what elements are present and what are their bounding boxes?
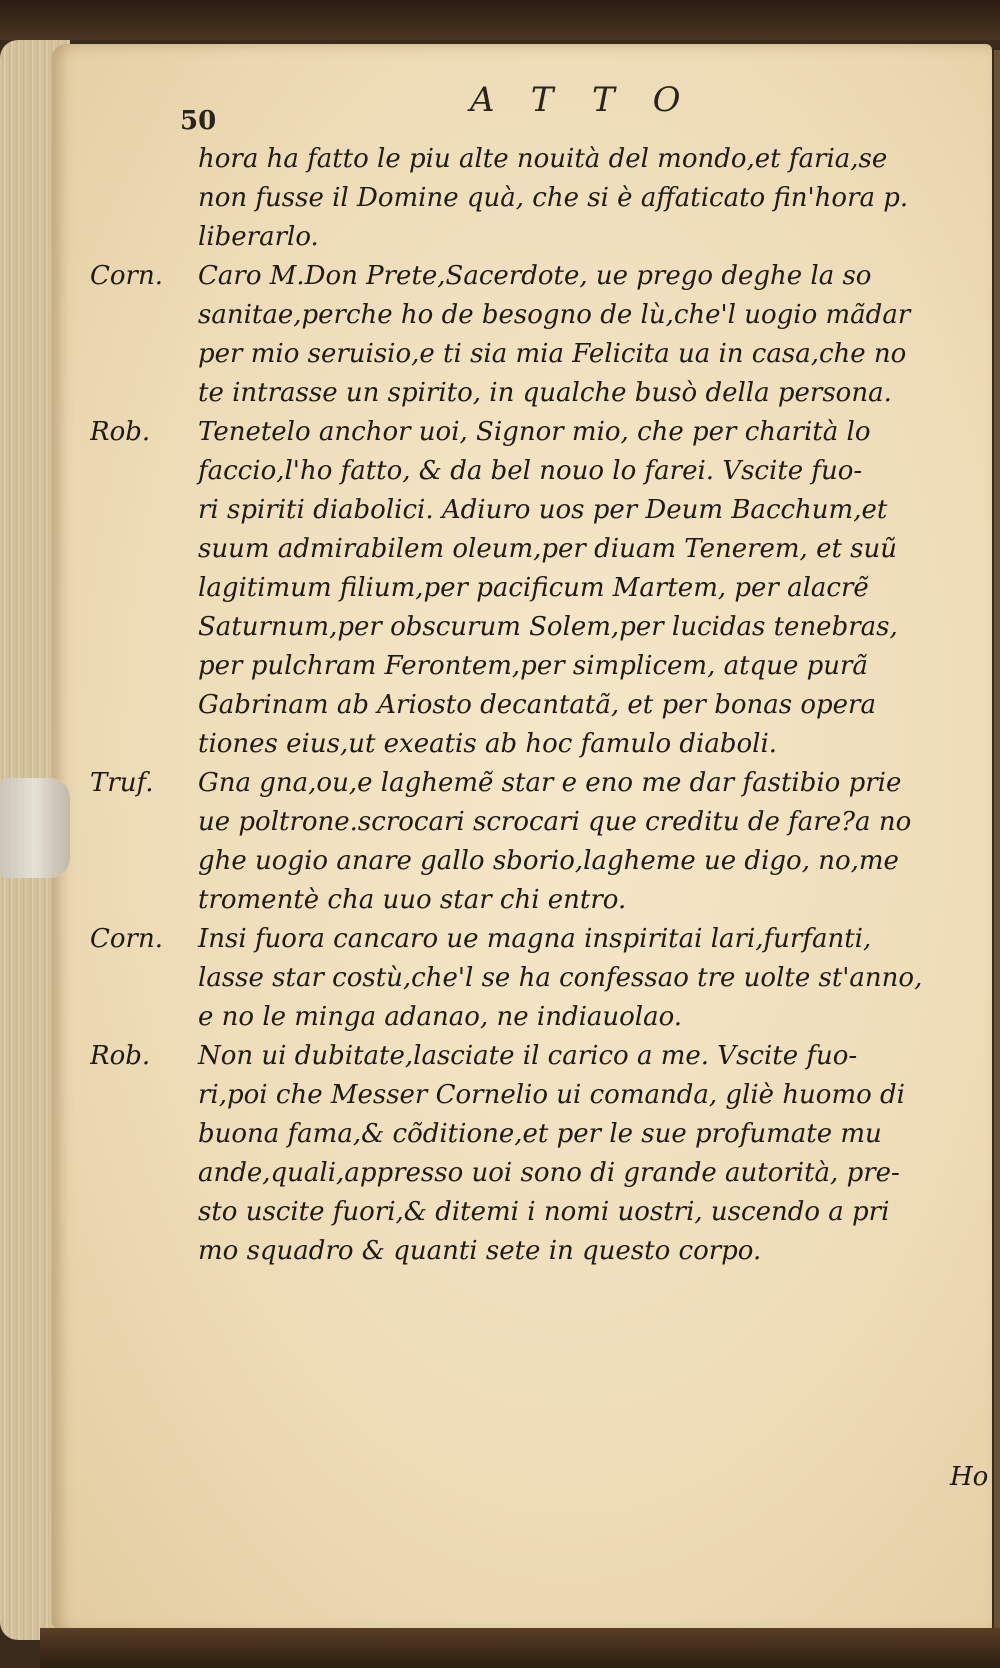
line-text: non fusse il Domine quà, che si è affaticato fin'hora p. (198, 183, 909, 213)
text-line (90, 218, 990, 257)
text-line (90, 530, 990, 569)
text-line (90, 1232, 990, 1271)
line-text: mo squadro & quanti sete in questo corpo. (198, 1236, 762, 1266)
next-page-edge (994, 50, 1000, 1630)
text-line (90, 842, 990, 881)
line-text: liberarlo. (198, 222, 319, 252)
text-line (90, 920, 990, 959)
text-line (90, 569, 990, 608)
text-line (90, 1115, 990, 1154)
text-line (90, 296, 990, 335)
speaker-label: Rob. (90, 417, 151, 447)
text-line (90, 959, 990, 998)
text-line (90, 179, 990, 218)
text-line (90, 335, 990, 374)
line-text: ri spiriti diabolici. Adiuro uos per Deum Bacchum,et (198, 495, 888, 525)
text-line (90, 140, 990, 179)
line-text: e no le minga adanao, ne indiauolao. (198, 1002, 683, 1032)
text-line (90, 686, 990, 725)
line-text: faccio,l'ho fatto, & da bel nouo lo farei. Vscite fuo- (198, 456, 863, 486)
text-line (90, 257, 990, 296)
text-line (90, 803, 990, 842)
text-block (90, 140, 990, 1271)
line-text: sanitae,perche ho de besogno de lù,che'l uogio mãdar (198, 300, 911, 330)
running-title: ATTO (470, 80, 719, 120)
line-text: Tenetelo anchor uoi, Signor mio, che per charità lo (198, 417, 871, 447)
text-line (90, 374, 990, 413)
speaker-label: Truf. (90, 768, 154, 798)
text-line (90, 608, 990, 647)
text-line (90, 998, 990, 1037)
line-text: sto uscite fuori,& ditemi i nomi uostri, uscendo a pri (198, 1197, 890, 1227)
book-bottom-edge (40, 1628, 1000, 1668)
line-text: Saturnum,per obscurum Solem,per lucidas tenebras, (198, 612, 898, 642)
line-text: ande,quali,appresso uoi sono di grande autorità, pre- (198, 1158, 900, 1188)
text-line (90, 647, 990, 686)
line-text: hora ha fatto le piu alte nouità del mondo,et faria,se (198, 144, 888, 174)
page-number: 50 (180, 106, 217, 136)
book-cover-top (0, 0, 1000, 40)
page-clip (0, 778, 70, 878)
text-line (90, 725, 990, 764)
page-header (180, 80, 900, 136)
text-line (90, 1037, 990, 1076)
text-line (90, 1154, 990, 1193)
line-text: Non ui dubitate,lasciate il carico a me. Vscite fuo- (198, 1041, 858, 1071)
line-text: per mio seruisio,e ti sia mia Felicita ua in casa,che no (198, 339, 907, 369)
text-line (90, 881, 990, 920)
text-line (90, 1076, 990, 1115)
line-text: ghe uogio anare gallo sborio,lagheme ue digo, no,me (198, 846, 899, 876)
line-text: suum admirabilem oleum,per diuam Tenerem, et suũ (198, 534, 898, 564)
speaker-label: Rob. (90, 1041, 151, 1071)
text-line (90, 764, 990, 803)
text-line (90, 452, 990, 491)
line-text: Gna gna,ou,e laghemẽ star e eno me dar fastibio prie (198, 768, 902, 798)
line-text: ue poltrone.scrocari scrocari que creditu de fare?a no (198, 807, 912, 837)
line-text: lasse star costù,che'l se ha confessao tre uolte st'anno, (198, 963, 923, 993)
text-line (90, 1193, 990, 1232)
line-text: ri,poi che Messer Cornelio ui comanda, gliè huomo di (198, 1080, 905, 1110)
line-text: Gabrinam ab Ariosto decantatã, et per bonas opera (198, 690, 876, 720)
speaker-label: Corn. (90, 261, 163, 291)
speaker-label: Corn. (90, 924, 163, 954)
line-text: tromentè cha uuo star chi entro. (198, 885, 627, 915)
text-line (90, 413, 990, 452)
line-text: Insi fuora cancaro ue magna inspiritai lari,furfanti, (198, 924, 872, 954)
line-text: per pulchram Ferontem,per simplicem, atque purã (198, 651, 868, 681)
catchword: Ho (950, 1462, 989, 1492)
line-text: te intrasse un spirito, in qualche busò della persona. (198, 378, 892, 408)
line-text: tiones eius,ut exeatis ab hoc famulo diaboli. (198, 729, 778, 759)
text-line (90, 491, 990, 530)
line-text: lagitimum filium,per pacificum Martem, per alacrẽ (198, 573, 869, 603)
line-text: Caro M.Don Prete,Sacerdote, ue prego deghe la so (198, 261, 872, 291)
line-text: buona fama,& cõditione,et per le sue profumate mu (198, 1119, 882, 1149)
